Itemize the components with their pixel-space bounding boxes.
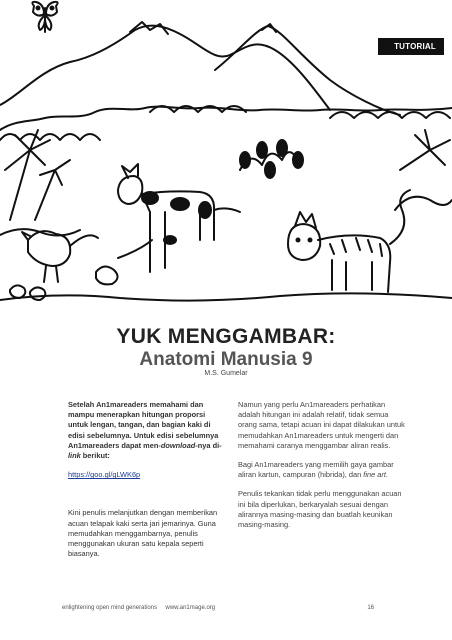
page-number: 16 — [367, 605, 374, 611]
birds-drawing — [10, 231, 118, 300]
lead-link-word: link — [68, 451, 81, 461]
right-paragraph-2-start: Bagi An1mareaders yang memilih gaya gambar aliran kartun, campuran (hibrida), dan — [238, 460, 394, 480]
article-author: M.S. Gumelar — [204, 370, 248, 377]
right-paragraph-1: Namun yang perlu An1mareaders perhatikan adalah hitungan ini adalah relatif, tidak semua orang sama, tetapi acuan ini dapat dilakukan untuk memudahkan An1mareaders untuk mengerti dan memahami caranya menggambar aliran realis. — [238, 400, 405, 450]
article-title: YUK MENGGAMBAR: — [116, 325, 336, 348]
cow-drawing — [118, 164, 240, 272]
lead-text-3: berikut: — [80, 451, 110, 461]
palm-plant-drawing — [0, 130, 80, 236]
right-column — [238, 400, 408, 539]
footer-left — [62, 605, 215, 611]
lead-download-word: download — [160, 440, 196, 450]
bush-drawing — [240, 130, 452, 210]
footer-website[interactable]: www.an1mage.org — [165, 605, 216, 611]
right-paragraph-2-end: . — [385, 470, 388, 480]
cat-drawing — [288, 190, 410, 292]
body-paragraph-2: Kini penulis melanjutkan dengan memberikan acuan telapak kaki serta jari jemarinya. Guna memudahkan menggambarnya, penulis menggunakan ukuran satu kepala seperti biasanya. — [68, 508, 218, 559]
left-column — [68, 400, 226, 568]
ground-line — [0, 293, 452, 300]
section-tag: TUTORIAL — [378, 38, 444, 55]
article-subtitle: Anatomi Manusia 9 — [139, 349, 313, 370]
lead-text-1: Setelah An1mareaders memahami dan mampu menerapkan hitungan proporsi untuk lengan, tangan, dan bagian kaki di edisi sebelumnya. Untuk edisi sebelumnya An1mareaders dapat men- — [68, 400, 219, 450]
article-url-link[interactable]: https://goo.gl/gLWK6p — [68, 470, 141, 480]
lead-paragraph — [68, 400, 226, 461]
right-paragraph-2 — [238, 460, 408, 480]
lead-text-2: -nya di- — [195, 440, 222, 450]
butterfly-drawing — [32, 2, 57, 32]
fine-art-italic: fine art — [363, 470, 386, 480]
footer-tagline: enlightening open mind generations — [62, 605, 158, 611]
right-paragraph-3: Penulis tekankan tidak perlu menggunakan acuan ini bila diperlukan, berkaryalah sesuai dengan alirannya masing-masing dan buatlah keunikan masing-masing. — [238, 489, 402, 530]
